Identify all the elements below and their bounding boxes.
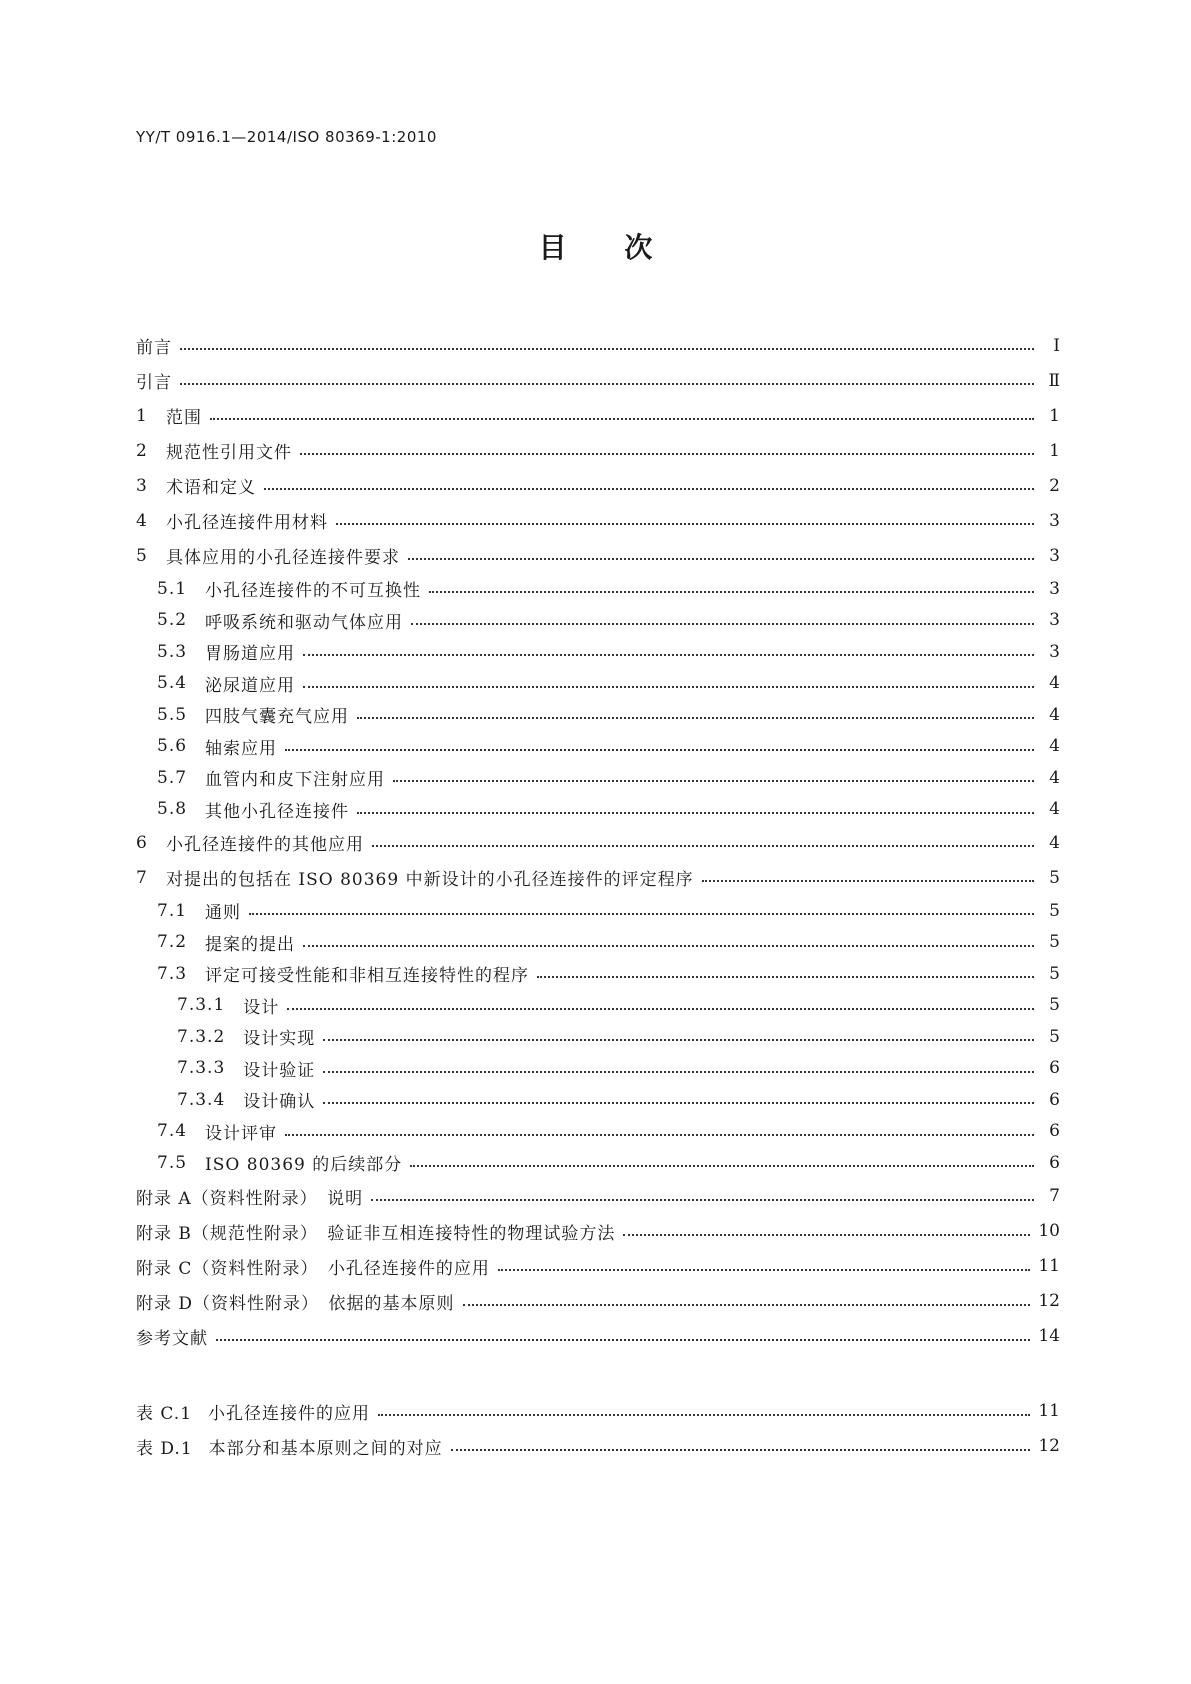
- entry-page-number: 4: [1049, 736, 1060, 757]
- entry-page-number: 3: [1049, 510, 1060, 531]
- toc-entry[interactable]: [136, 1053, 1060, 1085]
- entry-title: 本部分和基本原则之间的对应: [208, 1438, 443, 1459]
- entry-title: 对提出的包括在 ISO 80369 中新设计的小孔径连接件的评定程序: [166, 870, 694, 890]
- entry-number: 7.1: [157, 900, 188, 921]
- toc-entry[interactable]: [136, 825, 1060, 860]
- toc-entry[interactable]: [136, 860, 1060, 895]
- table-list-entry[interactable]: [136, 1394, 1060, 1429]
- toc-entry[interactable]: [136, 762, 1060, 794]
- entry-page-number: 5: [1049, 900, 1060, 921]
- entry-title: 设计评审: [205, 1123, 278, 1144]
- entry-page-number: 1: [1049, 440, 1060, 461]
- entry-title: 设计: [243, 997, 280, 1018]
- entry-number: 5.5: [157, 704, 188, 725]
- entry-number: 7: [136, 867, 148, 888]
- entry-page-number: 6: [1049, 1152, 1060, 1173]
- toc-entry[interactable]: [136, 1249, 1060, 1284]
- entry-page-number: 5: [1049, 867, 1060, 888]
- entry-number: 表 C.1: [136, 1403, 193, 1424]
- title-char-2: 次: [624, 231, 653, 264]
- toc-entry[interactable]: [136, 1214, 1060, 1249]
- toc-entry[interactable]: [136, 503, 1060, 538]
- entry-page-number: 5: [1049, 995, 1060, 1016]
- toc-entry[interactable]: [136, 731, 1060, 763]
- entry-number: 7.4: [157, 1121, 188, 1142]
- entry-number: 5.8: [157, 799, 188, 820]
- entry-page-number: 6: [1049, 1089, 1060, 1110]
- toc-entry[interactable]: [136, 958, 1060, 990]
- dot-leader: [336, 522, 1034, 525]
- entry-number: 5.2: [157, 610, 188, 631]
- entry-number: 表 D.1: [136, 1438, 193, 1459]
- entry-page-number: 3: [1049, 610, 1060, 631]
- dot-leader: [285, 748, 1034, 751]
- entry-title: 小孔径连接件用材料: [166, 513, 328, 533]
- entry-page-number: 6: [1049, 1121, 1060, 1142]
- dot-leader: [357, 811, 1034, 814]
- entry-page-number: 4: [1049, 767, 1060, 788]
- entry-page-number: 4: [1049, 704, 1060, 725]
- dot-leader: [210, 417, 1034, 420]
- entry-page-number: Ⅰ: [1053, 335, 1060, 356]
- toc-entry[interactable]: [136, 668, 1060, 700]
- title-char-1: 目: [538, 231, 567, 264]
- entry-title: 附录 C（资料性附录） 小孔径连接件的应用: [136, 1258, 490, 1279]
- entry-title: 小孔径连接件的不可互换性: [205, 581, 422, 602]
- entry-page-number: 1: [1049, 405, 1060, 426]
- dot-leader: [372, 844, 1034, 847]
- toc-entry[interactable]: [136, 433, 1060, 468]
- entry-page-number: 12: [1038, 1436, 1060, 1456]
- entry-number: 7.3.1: [177, 995, 226, 1016]
- dot-leader: [702, 879, 1034, 882]
- dot-leader: [357, 716, 1034, 719]
- entry-number: 7.3.4: [177, 1089, 226, 1110]
- table-list-entry[interactable]: [136, 1429, 1060, 1464]
- entry-number: 5.6: [157, 736, 188, 757]
- entry-title: 胃肠道应用: [205, 644, 296, 665]
- dot-leader: [300, 452, 1034, 455]
- toc-entry[interactable]: [136, 1284, 1060, 1319]
- entry-page-number: 3: [1049, 545, 1060, 566]
- dot-leader: [623, 1233, 1030, 1236]
- entry-title: 设计确认: [243, 1092, 316, 1113]
- dot-leader: [303, 685, 1034, 688]
- entry-page-number: 14: [1038, 1326, 1060, 1346]
- dot-leader: [180, 382, 1034, 385]
- entry-title: 引言: [136, 373, 172, 393]
- dot-leader: [451, 1448, 1031, 1451]
- entry-number: 7.3: [157, 963, 188, 984]
- dot-leader: [393, 779, 1034, 782]
- section-gap: [136, 1354, 1060, 1394]
- entry-title: 设计验证: [243, 1060, 316, 1081]
- toc-entry[interactable]: [136, 328, 1060, 363]
- entry-number: 5.7: [157, 767, 188, 788]
- entry-page-number: 5: [1049, 932, 1060, 953]
- entry-title: 规范性引用文件: [166, 443, 292, 463]
- entry-title: 血管内和皮下注射应用: [205, 770, 386, 791]
- entry-page-number: 6: [1049, 1058, 1060, 1079]
- toc-entry[interactable]: [136, 1084, 1060, 1116]
- entry-page-number: 12: [1038, 1291, 1060, 1311]
- dot-leader: [408, 557, 1034, 560]
- dot-leader: [411, 622, 1034, 625]
- entry-number: 1: [136, 405, 148, 426]
- dot-leader: [323, 1101, 1034, 1104]
- toc-entry[interactable]: [136, 538, 1060, 573]
- entry-title: 提案的提出: [205, 934, 296, 955]
- dot-leader: [180, 347, 1034, 350]
- table-of-contents: [136, 328, 1060, 1464]
- entry-title: 四肢气囊充气应用: [205, 707, 350, 728]
- toc-entry[interactable]: [136, 636, 1060, 668]
- entry-title: 具体应用的小孔径连接件要求: [166, 548, 400, 568]
- toc-entry[interactable]: [136, 927, 1060, 959]
- entry-number: 2: [136, 440, 148, 461]
- entry-page-number: 2: [1049, 475, 1060, 496]
- entry-title: 评定可接受性能和非相互连接特性的程序: [205, 966, 530, 987]
- entry-number: 7.3.3: [177, 1058, 226, 1079]
- toc-entry[interactable]: [136, 573, 1060, 605]
- entry-title: 泌尿道应用: [205, 675, 296, 696]
- entry-title: 呼吸系统和驱动气体应用: [205, 612, 404, 633]
- entry-page-number: 3: [1049, 578, 1060, 599]
- page-title: [0, 226, 1191, 266]
- entry-title: 设计实现: [243, 1029, 316, 1050]
- entry-page-number: 4: [1049, 673, 1060, 694]
- entry-title: 参考文献: [136, 1328, 208, 1349]
- dot-leader: [498, 1268, 1030, 1271]
- toc-entry[interactable]: [136, 699, 1060, 731]
- entry-number: 7.3.2: [177, 1026, 226, 1047]
- dot-leader: [429, 590, 1034, 593]
- dot-leader: [410, 1164, 1034, 1167]
- entry-page-number: 5: [1049, 963, 1060, 984]
- entry-title: ISO 80369 的后续部分: [205, 1155, 403, 1176]
- dot-leader: [303, 944, 1034, 947]
- dot-leader: [216, 1338, 1030, 1341]
- dot-leader: [463, 1303, 1031, 1306]
- document-code: YY/T 0916.1—2014/ISO 80369-1:2010: [136, 128, 437, 146]
- entry-page-number: 11: [1038, 1256, 1060, 1276]
- toc-entry[interactable]: [136, 1319, 1060, 1354]
- dot-leader: [287, 1007, 1034, 1010]
- entry-page-number: 4: [1049, 832, 1060, 853]
- entry-page-number: 11: [1038, 1401, 1060, 1421]
- entry-title: 轴索应用: [205, 738, 278, 759]
- dot-leader: [537, 975, 1034, 978]
- toc-entry[interactable]: [136, 1116, 1060, 1148]
- entry-number: 5.4: [157, 673, 188, 694]
- entry-page-number: 3: [1049, 641, 1060, 662]
- toc-entry[interactable]: [136, 895, 1060, 927]
- entry-title: 通则: [205, 903, 242, 924]
- entry-title: 附录 B（规范性附录） 验证非互相连接特性的物理试验方法: [136, 1223, 616, 1244]
- dot-leader: [264, 487, 1034, 490]
- toc-entry[interactable]: [136, 1147, 1060, 1179]
- toc-entry[interactable]: [136, 605, 1060, 637]
- dot-leader: [323, 1070, 1034, 1073]
- entry-title: 附录 A（资料性附录） 说明: [136, 1188, 364, 1209]
- dot-leader: [249, 912, 1034, 915]
- entry-page-number: 5: [1049, 1026, 1060, 1047]
- entry-title: 其他小孔径连接件: [205, 801, 350, 822]
- entry-number: 5: [136, 545, 148, 566]
- entry-number: 5.3: [157, 641, 188, 662]
- toc-entry[interactable]: [136, 794, 1060, 826]
- toc-entry[interactable]: [136, 363, 1060, 398]
- dot-leader: [323, 1038, 1034, 1041]
- dot-leader: [285, 1133, 1034, 1136]
- toc-entry[interactable]: [136, 398, 1060, 433]
- entry-title: 小孔径连接件的应用: [208, 1403, 371, 1424]
- entry-number: 5.1: [157, 578, 188, 599]
- entry-number: 7.5: [157, 1152, 188, 1173]
- entry-title: 附录 D（资料性附录） 依据的基本原则: [136, 1293, 455, 1314]
- dot-leader: [371, 1198, 1034, 1201]
- entry-title: 前言: [136, 338, 172, 358]
- dot-leader: [303, 653, 1034, 656]
- entry-title: 小孔径连接件的其他应用: [166, 835, 364, 855]
- entry-page-number: 7: [1049, 1186, 1060, 1206]
- entry-number: 4: [136, 510, 148, 531]
- entry-page-number: 4: [1049, 799, 1060, 820]
- entry-page-number: 10: [1038, 1221, 1060, 1241]
- toc-entry[interactable]: [136, 1021, 1060, 1053]
- entry-title: 范围: [166, 408, 202, 428]
- toc-entry[interactable]: [136, 1179, 1060, 1214]
- entry-title: 术语和定义: [166, 478, 256, 498]
- entry-page-number: Ⅱ: [1048, 370, 1060, 391]
- entry-number: 7.2: [157, 932, 188, 953]
- entry-number: 3: [136, 475, 148, 496]
- entry-number: 6: [136, 832, 148, 853]
- toc-entry[interactable]: [136, 468, 1060, 503]
- dot-leader: [378, 1413, 1030, 1416]
- toc-entry[interactable]: [136, 990, 1060, 1022]
